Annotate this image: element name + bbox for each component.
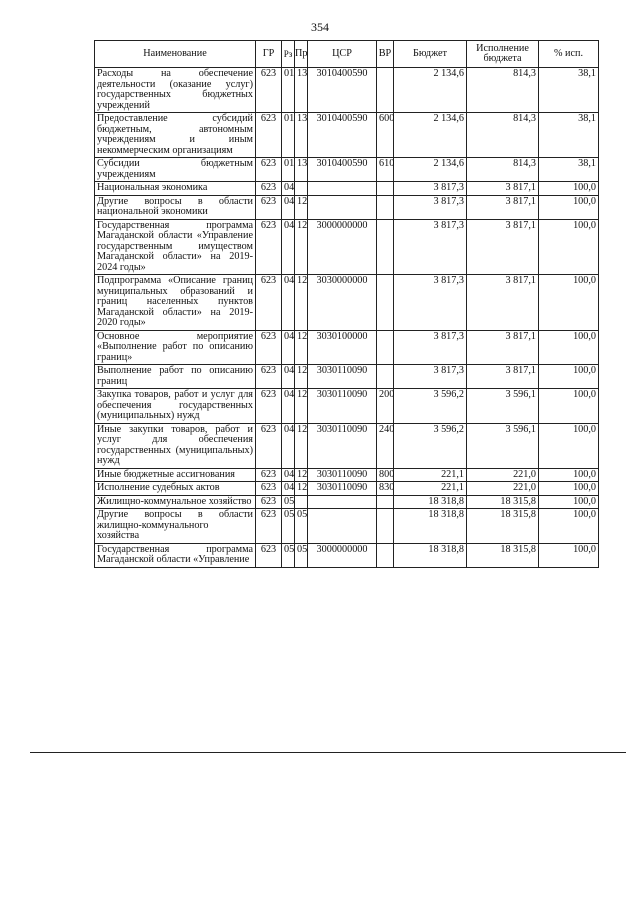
cell-pr: [295, 495, 308, 509]
table-row: [95, 423, 599, 468]
cell-pr: 13: [295, 113, 308, 158]
cell-gr: 623: [256, 182, 282, 196]
header-percent: % исп.: [539, 41, 599, 68]
cell-csr: 3030110090: [308, 365, 377, 389]
table-row: [95, 68, 599, 113]
cell-gr: 623: [256, 468, 282, 482]
table-row: [95, 158, 599, 182]
cell-rz: 04: [282, 195, 295, 219]
cell-csr: [308, 509, 377, 544]
cell-csr: [308, 495, 377, 509]
cell-rz: 01: [282, 158, 295, 182]
cell-pr: 12: [295, 365, 308, 389]
cell-name: Выполнение работ по описанию границ: [95, 365, 256, 389]
cell-percent: 100,0: [539, 219, 599, 275]
cell-execution: 814,3: [467, 68, 539, 113]
cell-percent: 100,0: [539, 423, 599, 468]
cell-pr: 13: [295, 158, 308, 182]
cell-csr: 3010400590: [308, 68, 377, 113]
cell-vr: [377, 365, 394, 389]
cell-vr: 830: [377, 482, 394, 496]
cell-budget: 18 318,8: [394, 509, 467, 544]
cell-csr: 3030110090: [308, 389, 377, 424]
table-row: [95, 365, 599, 389]
cell-vr: [377, 182, 394, 196]
cell-rz: 05: [282, 543, 295, 567]
table-row: [95, 330, 599, 365]
cell-pr: 12: [295, 389, 308, 424]
cell-csr: 3030110090: [308, 482, 377, 496]
cell-rz: 04: [282, 275, 295, 331]
cell-gr: 623: [256, 389, 282, 424]
cell-csr: 3010400590: [308, 158, 377, 182]
cell-percent: 100,0: [539, 495, 599, 509]
cell-gr: 623: [256, 330, 282, 365]
header-csr: ЦСР: [308, 41, 377, 68]
cell-csr: 3000000000: [308, 543, 377, 567]
cell-name: Государственная программа Магаданской области «Управление государственным имуществом Магаданской области» на 2019-2024 годы»: [95, 219, 256, 275]
cell-name: Государственная программа Магаданской области «Управление: [95, 543, 256, 567]
cell-rz: 04: [282, 389, 295, 424]
cell-rz: 04: [282, 365, 295, 389]
cell-name: Исполнение судебных актов: [95, 482, 256, 496]
header-pr: Пр: [295, 41, 308, 68]
cell-execution: 3 817,1: [467, 275, 539, 331]
table-row: [95, 113, 599, 158]
cell-csr: [308, 182, 377, 196]
cell-budget: 18 318,8: [394, 543, 467, 567]
cell-csr: 3030110090: [308, 468, 377, 482]
header-execution: Исполнение бюджета: [467, 41, 539, 68]
cell-budget: 2 134,6: [394, 68, 467, 113]
cell-name: Жилищно-коммунальное хозяйство: [95, 495, 256, 509]
table-row: [95, 495, 599, 509]
cell-pr: 12: [295, 330, 308, 365]
cell-gr: 623: [256, 495, 282, 509]
cell-name: Иные бюджетные ассигнования: [95, 468, 256, 482]
cell-gr: 623: [256, 423, 282, 468]
cell-pr: 12: [295, 219, 308, 275]
cell-vr: [377, 68, 394, 113]
cell-vr: [377, 543, 394, 567]
cell-vr: 200: [377, 389, 394, 424]
cell-csr: 3010400590: [308, 113, 377, 158]
cell-vr: [377, 495, 394, 509]
cell-name: Подпрограмма «Описание границ муниципальных образований и границ населенных пунктов Магаданской области» на 2019-2020 годы»: [95, 275, 256, 331]
cell-pr: 12: [295, 275, 308, 331]
table-row: [95, 219, 599, 275]
cell-execution: 3 817,1: [467, 195, 539, 219]
table-row: [95, 389, 599, 424]
cell-budget: 221,1: [394, 468, 467, 482]
bottom-divider: [30, 752, 626, 753]
cell-percent: 100,0: [539, 509, 599, 544]
cell-budget: 3 817,3: [394, 219, 467, 275]
cell-name: Основное мероприятие «Выполнение работ по описанию границ»: [95, 330, 256, 365]
cell-vr: [377, 509, 394, 544]
table-row: [95, 468, 599, 482]
cell-pr: 12: [295, 423, 308, 468]
cell-budget: 3 817,3: [394, 275, 467, 331]
cell-name: Закупка товаров, работ и услуг для обеспечения государственных (муниципальных) нужд: [95, 389, 256, 424]
cell-name: Субсидии бюджетным учреждениям: [95, 158, 256, 182]
cell-percent: 100,0: [539, 330, 599, 365]
header-rz: Рз: [282, 41, 295, 68]
cell-csr: 3030110090: [308, 423, 377, 468]
cell-budget: 3 817,3: [394, 195, 467, 219]
cell-pr: 05: [295, 509, 308, 544]
cell-gr: 623: [256, 509, 282, 544]
cell-rz: 05: [282, 495, 295, 509]
cell-name: Расходы на обеспечение деятельности (оказание услуг) государственных бюджетных учреждений: [95, 68, 256, 113]
cell-pr: 05: [295, 543, 308, 567]
header-vr: ВР: [377, 41, 394, 68]
cell-vr: 800: [377, 468, 394, 482]
cell-csr: 3030100000: [308, 330, 377, 365]
cell-pr: [295, 182, 308, 196]
cell-execution: 814,3: [467, 158, 539, 182]
cell-execution: 814,3: [467, 113, 539, 158]
table-row: [95, 509, 599, 544]
cell-execution: 221,0: [467, 468, 539, 482]
cell-vr: [377, 195, 394, 219]
cell-percent: 100,0: [539, 275, 599, 331]
table-body: [95, 68, 599, 568]
page-number: 354: [311, 20, 329, 34]
cell-rz: 04: [282, 330, 295, 365]
cell-gr: 623: [256, 113, 282, 158]
cell-name: Национальная экономика: [95, 182, 256, 196]
cell-csr: 3030000000: [308, 275, 377, 331]
cell-vr: 600: [377, 113, 394, 158]
header-gr: ГР: [256, 41, 282, 68]
cell-execution: 18 315,8: [467, 543, 539, 567]
cell-budget: 2 134,6: [394, 113, 467, 158]
cell-budget: 18 318,8: [394, 495, 467, 509]
cell-pr: 12: [295, 468, 308, 482]
cell-execution: 221,0: [467, 482, 539, 496]
cell-percent: 100,0: [539, 195, 599, 219]
cell-name: Другие вопросы в области национальной экономики: [95, 195, 256, 219]
cell-gr: 623: [256, 219, 282, 275]
cell-rz: 04: [282, 219, 295, 275]
cell-percent: 100,0: [539, 182, 599, 196]
cell-budget: 221,1: [394, 482, 467, 496]
table-row: [95, 182, 599, 196]
cell-gr: 623: [256, 68, 282, 113]
cell-percent: 100,0: [539, 543, 599, 567]
cell-csr: [308, 195, 377, 219]
cell-execution: 3 596,1: [467, 423, 539, 468]
cell-budget: 2 134,6: [394, 158, 467, 182]
table-header-row: [95, 41, 599, 68]
budget-table: [94, 40, 599, 568]
cell-budget: 3 817,3: [394, 182, 467, 196]
cell-budget: 3 596,2: [394, 389, 467, 424]
cell-rz: 04: [282, 423, 295, 468]
cell-gr: 623: [256, 275, 282, 331]
cell-percent: 38,1: [539, 113, 599, 158]
cell-percent: 100,0: [539, 389, 599, 424]
cell-rz: 04: [282, 468, 295, 482]
cell-execution: 3 817,1: [467, 182, 539, 196]
cell-pr: 12: [295, 195, 308, 219]
cell-execution: 18 315,8: [467, 495, 539, 509]
cell-budget: 3 817,3: [394, 330, 467, 365]
table-row: [95, 482, 599, 496]
cell-execution: 18 315,8: [467, 509, 539, 544]
table-row: [95, 543, 599, 567]
header-budget: Бюджет: [394, 41, 467, 68]
table-row: [95, 275, 599, 331]
cell-gr: 623: [256, 543, 282, 567]
cell-percent: 100,0: [539, 468, 599, 482]
cell-rz: 04: [282, 482, 295, 496]
cell-rz: 01: [282, 68, 295, 113]
cell-percent: 100,0: [539, 365, 599, 389]
cell-percent: 38,1: [539, 68, 599, 113]
cell-execution: 3 817,1: [467, 330, 539, 365]
cell-gr: 623: [256, 195, 282, 219]
cell-percent: 38,1: [539, 158, 599, 182]
cell-rz: 04: [282, 182, 295, 196]
cell-pr: 13: [295, 68, 308, 113]
cell-gr: 623: [256, 365, 282, 389]
cell-gr: 623: [256, 482, 282, 496]
cell-budget: 3 817,3: [394, 365, 467, 389]
cell-name: Иные закупки товаров, работ и услуг для обеспечения государственных (муниципальных) нужд: [95, 423, 256, 468]
cell-vr: [377, 330, 394, 365]
header-name: Наименование: [95, 41, 256, 68]
cell-pr: 12: [295, 482, 308, 496]
cell-rz: 05: [282, 509, 295, 544]
table-row: [95, 195, 599, 219]
cell-csr: 3000000000: [308, 219, 377, 275]
cell-name: Другие вопросы в области жилищно-коммунального хозяйства: [95, 509, 256, 544]
cell-vr: 240: [377, 423, 394, 468]
cell-budget: 3 596,2: [394, 423, 467, 468]
cell-rz: 01: [282, 113, 295, 158]
cell-name: Предоставление субсидий бюджетным, автономным учреждениям и иным некоммерческим организациям: [95, 113, 256, 158]
cell-vr: 610: [377, 158, 394, 182]
cell-vr: [377, 275, 394, 331]
cell-execution: 3 817,1: [467, 219, 539, 275]
cell-percent: 100,0: [539, 482, 599, 496]
cell-execution: 3 817,1: [467, 365, 539, 389]
cell-gr: 623: [256, 158, 282, 182]
cell-vr: [377, 219, 394, 275]
cell-execution: 3 596,1: [467, 389, 539, 424]
